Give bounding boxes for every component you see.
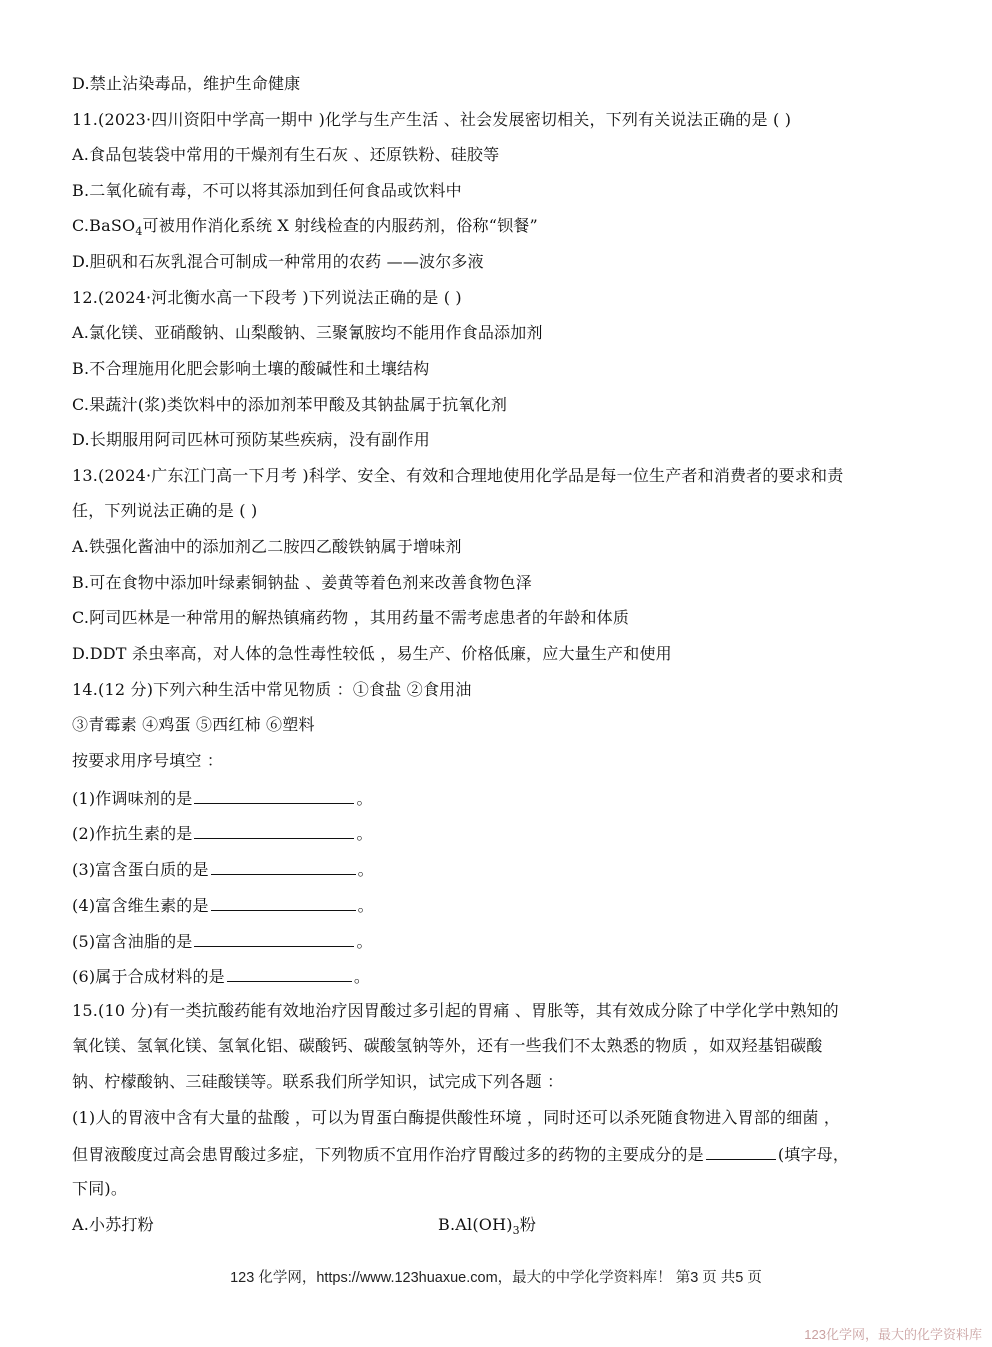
q11-stem: 11.(2023·四川资阳中学高一期中 )化学与生产生活 、社会发展密切相关，下列有关说法正确的是 ( ) [72,110,792,129]
q14-part1: (1)作调味剂的是 。 [72,789,373,808]
q10-option-d: D.禁止沾染毒品，维护生命健康 [72,74,301,93]
q15-option-a: A.小苏打粉 [72,1215,154,1234]
answer-blank[interactable] [211,858,356,875]
q15-options-row [72,1215,932,1238]
q12-option-c: C.果蔬汁(浆)类饮料中的添加剂苯甲酸及其钠盐属于抗氧化剂 [72,395,508,414]
q13-stem-line2: 任，下列说法正确的是 ( ) [72,501,258,520]
q15-option-b: $B.Al(OH)_3$粉 [438,1215,537,1238]
answer-blank[interactable] [194,930,354,947]
q14-instruction: 按要求用序号填空 ： [72,751,224,770]
q15-part1-line2: 但胃液酸度过高会患胃酸过多症，下列物质不宜用作治疗胃酸过多的药物的主要成分的是 (填字母， [72,1145,850,1164]
q13-stem-line1: 13.(2024·广东江门高一下月考 )科学、安全、有效和合理地使用化学品是每一位生产者和消费者的要求和责 [72,466,844,485]
q14-part4: (4)富含维生素的是 。 [72,896,374,915]
q15-stem-line2: 氧化镁、氢氧化镁、氢氧化铝、碳酸钙、碳酸氢钠等外，还有一些我们不太熟悉的物质 ，如双羟基铝碳酸 [72,1036,823,1055]
q11-option-a: A.食品包装袋中常用的干燥剂有生石灰 、还原铁粉、硅胶等 [72,145,500,164]
q13-option-a: A.铁强化酱油中的添加剂乙二胺四乙酸铁钠属于增味剂 [72,537,462,556]
answer-blank[interactable] [706,1143,776,1160]
q12-stem: 12.(2024·河北衡水高一下段考 )下列说法正确的是 ( ) [72,288,462,307]
answer-blank[interactable] [227,965,352,982]
q15-part1-line3: 下同)。 [72,1179,128,1198]
q14-part2: (2)作抗生素的是 。 [72,824,373,843]
q14-stem-line2: ③青霉素 ④鸡蛋 ⑤西红柿 ⑥塑料 [72,715,315,734]
q13-option-d: D.DDT 杀虫率高，对人体的急性毒性较低 ，易生产、价格低廉，应大量生产和使用 [72,644,672,663]
q13-option-b: B.可在食物中添加叶绿素铜钠盐 、姜黄等着色剂来改善食物色泽 [72,573,532,592]
q15-stem-line3: 钠、柠檬酸钠、三硅酸镁等。联系我们所学知识，试完成下列各题 ： [72,1072,564,1091]
q15-part1-line1: (1)人的胃液中含有大量的盐酸 ，可以为胃蛋白酶提供酸性环境 ，同时还可以杀死随食物进入胃部的细菌 ， [72,1108,841,1127]
q15-stem-line1: 15.(10 分)有一类抗酸药能有效地治疗因胃酸过多引起的胃痛 、胃胀等，其有效成分除了中学化学中熟知的 [72,1001,839,1020]
q14-part5: (5)富含油脂的是 。 [72,932,373,951]
q12-option-b: B.不合理施用化肥会影响土壤的酸碱性和土壤结构 [72,359,430,378]
q11-option-d: D.胆矾和石灰乳混合可制成一种常用的农药 ——波尔多液 [72,252,484,271]
answer-blank[interactable] [194,787,354,804]
watermark: 123化学网，最大的化学资料库 [804,1327,982,1342]
q14-stem-line1: 14.(12 分)下列六种生活中常见物质 ：①食盐 ②食用油 [72,680,472,699]
answer-blank[interactable] [211,894,356,911]
q11-option-b: B.二氧化硫有毒，不可以将其添加到任何食品或饮料中 [72,181,462,200]
q14-part6: (6)属于合成材料的是 。 [72,967,371,986]
q14-part3: (3)富含蛋白质的是 。 [72,860,374,879]
answer-blank[interactable] [194,822,354,839]
q12-option-a: A.氯化镁、亚硝酸钠、山梨酸钠、三聚氰胺均不能用作食品添加剂 [72,323,543,342]
q11-option-c: C.BaSO$_4$可被用作消化系统 X 射线检查的内服药剂，俗称“钡餐” [72,216,538,239]
q12-option-d: D.长期服用阿司匹林可预防某些疾病，没有副作用 [72,430,430,449]
q13-option-c: C.阿司匹林是一种常用的解热镇痛药物 ，其用药量不需考虑患者的年龄和体质 [72,608,630,627]
page-footer: 123 化学网，https://www.123huaxue.com，最大的中学化学资料库！ 第3 页 共5 页 [230,1270,762,1286]
